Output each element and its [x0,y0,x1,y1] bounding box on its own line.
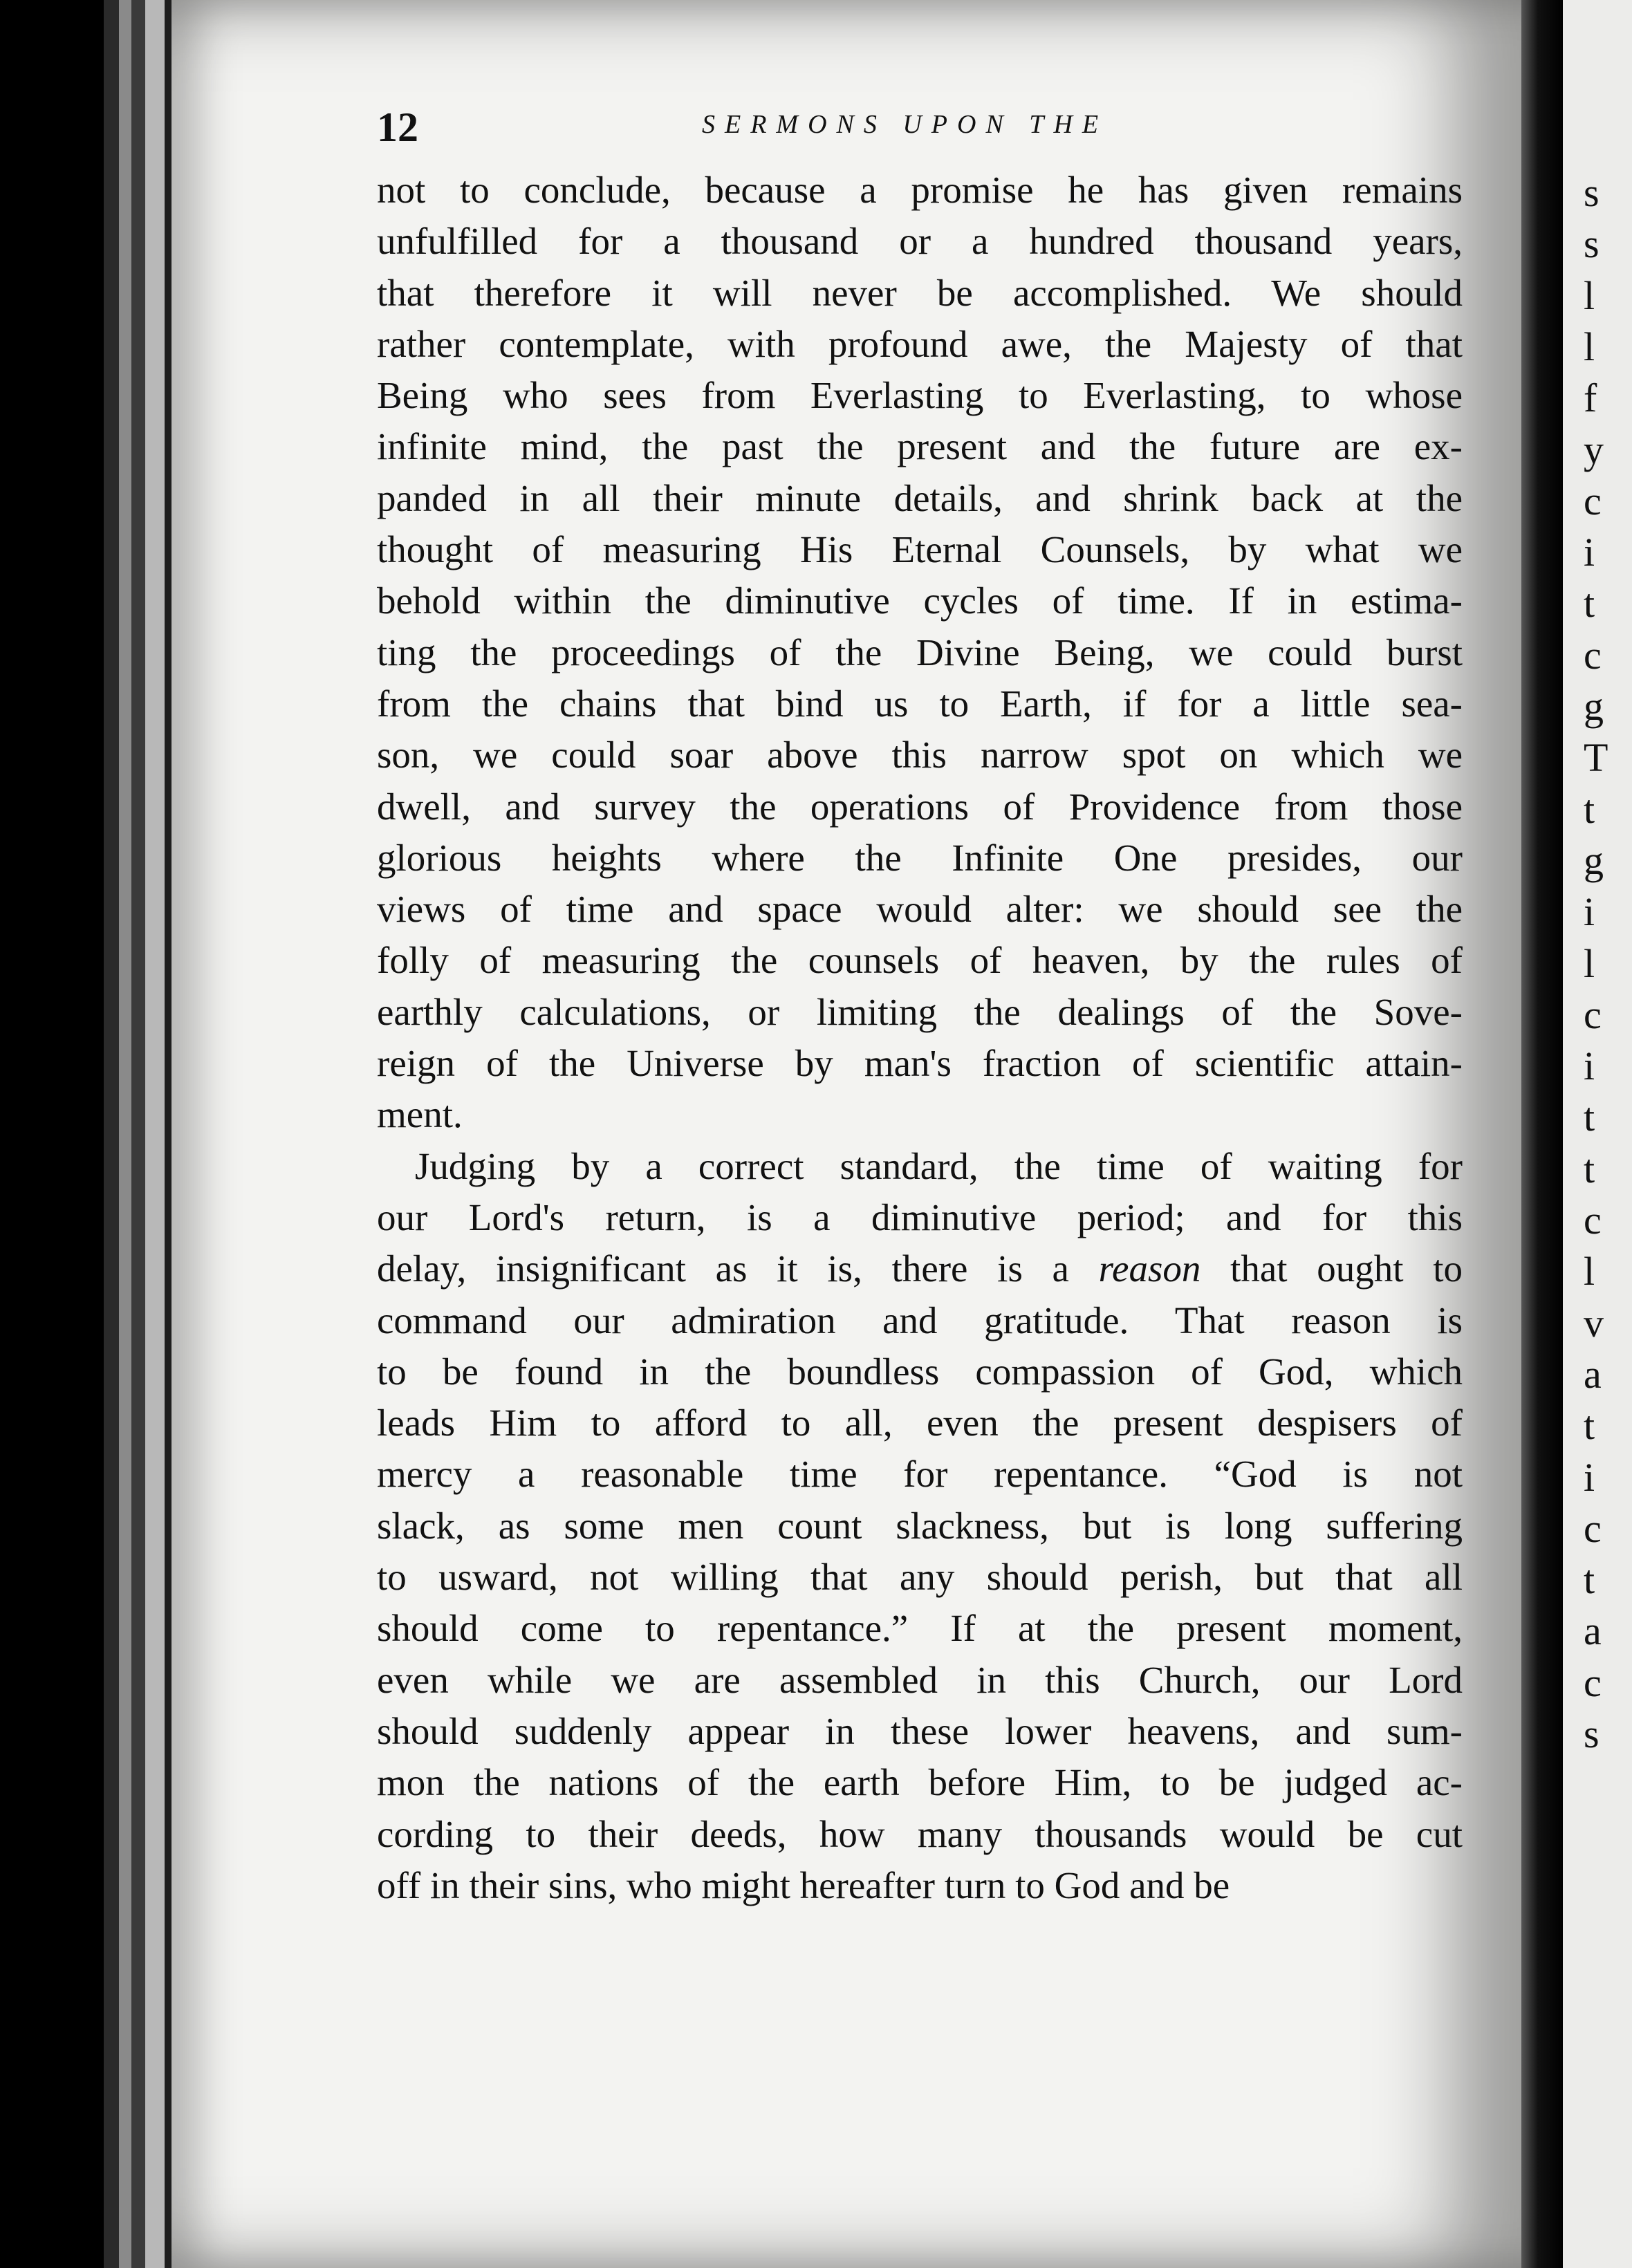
facing-page-letter: l [1584,324,1595,369]
page-edge [145,0,165,2268]
text-line: should suddenly appear in these lower heavens, and sum- [377,1709,1463,1752]
page-header [377,104,1463,159]
text-line: leads Him to afford to all, even the present despisers of [377,1402,1463,1444]
page-edge [165,0,171,2268]
paragraph [377,1141,1463,1911]
text-line: cording to their deeds, how many thousands would be cut [377,1812,1463,1855]
facing-page-letter: c [1584,992,1602,1037]
binding-gutter [1521,0,1563,2268]
text-line: reign of the Universe by man's fraction of scientific attain- [377,1042,1463,1085]
facing-page-letter: s [1584,1711,1599,1756]
facing-page-letter: g [1584,837,1604,883]
facing-page-letter: i [1584,530,1595,575]
text-line: panded in all their minute details, and shrink back at the [377,476,1463,519]
facing-page-letter: g [1584,684,1604,729]
facing-page-letter: i [1584,889,1595,935]
text-line: from the chains that bind us to Earth, if for a little sea- [377,682,1463,725]
page-edge [131,0,145,2268]
text-line: not to conclude, because a promise he has given remains [377,169,1463,211]
facing-page-letter: a [1584,1351,1602,1397]
facing-page-letter: i [1584,1454,1595,1500]
facing-page-letter: y [1584,427,1604,472]
page-edge [119,0,131,2268]
facing-page-letter: c [1584,478,1602,523]
facing-page-letter: t [1584,1095,1595,1140]
text-line: our Lord's return, is a diminutive period; and for this [377,1196,1463,1238]
text-line: son, we could soar above this narrow spot on which we [377,734,1463,777]
facing-page-letter: t [1584,581,1595,626]
text-line: folly of measuring the counsels of heaven, by the rules of [377,939,1463,982]
facing-page-letter: t [1584,1403,1595,1449]
text-line: command our admiration and gratitude. That reason is [377,1299,1463,1341]
italic-word: reason [1098,1247,1201,1290]
text-line: even while we are assembled in this Church, our Lord [377,1658,1463,1701]
text-line: slack, as some men count slackness, but is long suffering [377,1504,1463,1547]
page-number: 12 [377,104,418,150]
facing-page-letter: l [1584,272,1595,318]
text-line: views of time and space would alter: we should see the [377,888,1463,931]
facing-page-letter: c [1584,1505,1602,1551]
facing-page-letter: s [1584,221,1599,267]
text-line: rather contemplate, with profound awe, the Majesty of that [377,322,1463,365]
facing-page-letter: t [1584,1557,1595,1603]
text-line: that therefore it will never be accomplished. We should [377,271,1463,314]
facing-page-letter: v [1584,1300,1604,1346]
page-edge [104,0,119,2268]
facing-page-letter: l [1584,1249,1595,1294]
facing-page-letter: c [1584,1198,1602,1243]
text-line: should come to repentance.” If at the present moment, [377,1607,1463,1650]
text-line: ting the proceedings of the Divine Being, we could burst [377,631,1463,673]
text-line: thought of measuring His Eternal Counsels, by what we [377,528,1463,571]
facing-page-letter: l [1584,940,1595,986]
facing-page-fragment [1563,0,1632,2268]
facing-page-letter: s [1584,170,1599,215]
running-head: SERMONS UPON THE [702,110,1109,139]
facing-page-letter: i [1584,1043,1595,1089]
text-line: dwell, and survey the operations of Providence from those [377,785,1463,828]
facing-page-letter: f [1584,375,1597,421]
facing-page-letter: T [1584,735,1608,781]
text-line: glorious heights where the Infinite One presides, our [377,836,1463,879]
text-line: earthly calculations, or limiting the dealings of the Sove- [377,990,1463,1033]
paragraph [377,165,1463,1141]
facing-page-letter: a [1584,1608,1602,1654]
text-line: ment. [377,1093,463,1136]
text-line: infinite mind, the past the present and the future are ex- [377,425,1463,468]
text-line: mon the nations of the earth before Him, to be judged ac- [377,1761,1463,1804]
text-line: behold within the diminutive cycles of time. If in estima- [377,579,1463,622]
text-line: off in their sins, who might hereafter turn to God and be [377,1863,1230,1906]
text-line: Judging by a correct standard, the time of waiting for [415,1144,1463,1187]
text-line: unfulfilled for a thousand or a hundred thousand years, [377,220,1463,263]
text-line: delay, insignificant as it is, there is a reason that ought to [377,1247,1463,1290]
text-line: mercy a reasonable time for repentance. “God is not [377,1453,1463,1496]
text-line: to be found in the boundless compassion of God, which [377,1350,1463,1393]
text-line: Being who sees from Everlasting to Everlasting, to whose [377,374,1463,417]
facing-page-letter: c [1584,1660,1602,1705]
text-line: to usward, not willing that any should perish, but that all [377,1556,1463,1599]
body-text [377,165,1463,1911]
facing-page-letter: c [1584,632,1602,678]
facing-page-letter: t [1584,786,1595,832]
facing-page-letter: t [1584,1146,1595,1191]
